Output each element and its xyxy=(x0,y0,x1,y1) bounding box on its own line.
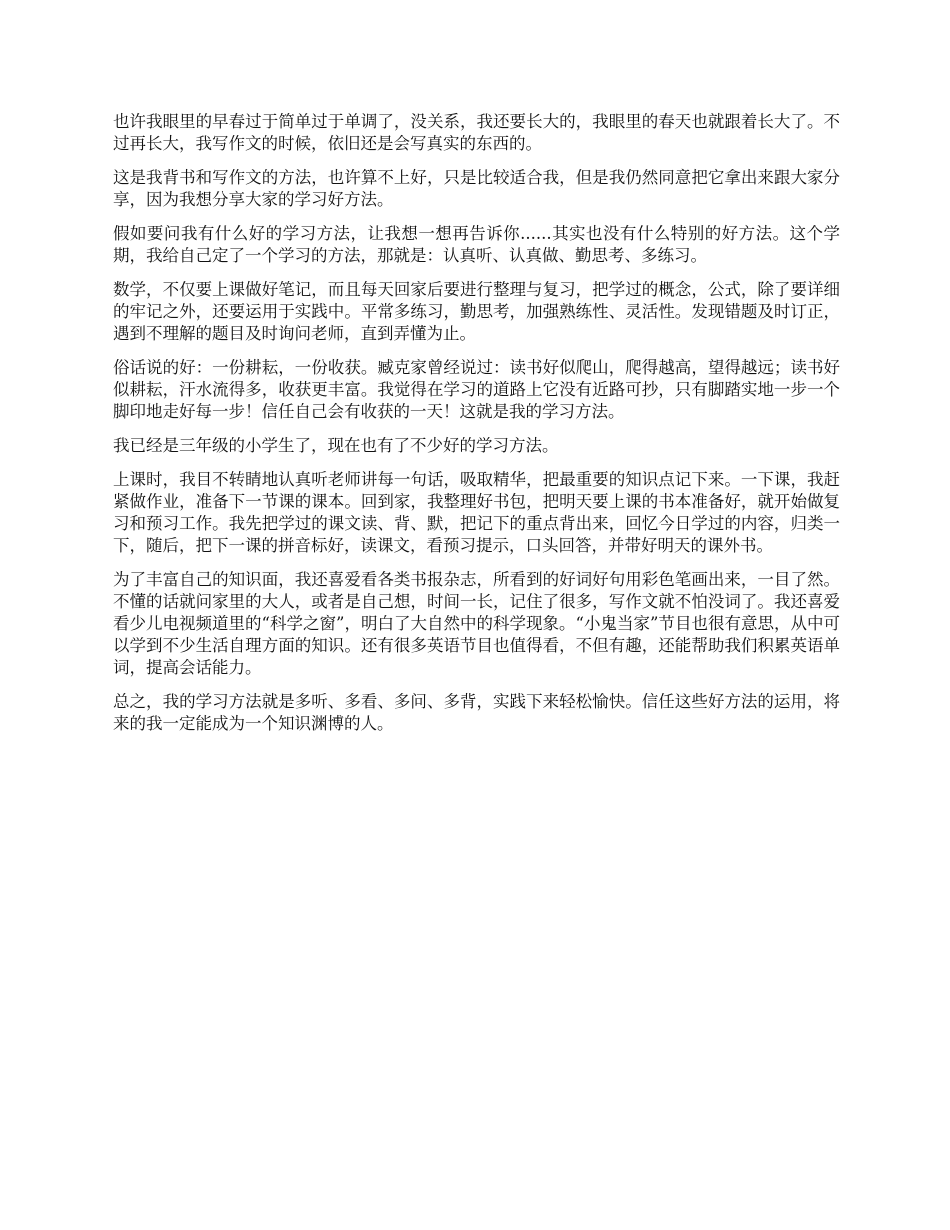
paragraph-1: 也许我眼里的早春过于简单过于单调了，没关系，我还要长大的，我眼里的春天也就跟着长大了。不过再长大，我写作文的时候，依旧还是会写真实的东西的。 xyxy=(113,112,840,153)
paragraph-9: 总之，我的学习方法就是多听、多看、多问、多背，实践下来轻松愉快。信任这些好方法的运用，将来的我一定能成为一个知识渊博的人。 xyxy=(113,692,840,733)
paragraph-3: 假如要问我有什么好的学习方法，让我想一想再告诉你......其实也没有什么特别的好方法。这个学期，我给自己定了一个学习的方法，那就是：认真听、认真做、勤思考、多练习。 xyxy=(113,224,840,265)
paragraph-5: 俗话说的好：一份耕耘，一份收获。臧克家曾经说过：读书好似爬山，爬得越高，望得越远；读书好似耕耘，汗水流得多，收获更丰富。我觉得在学习的道路上它没有近路可抄，只有脚踏实地一步一个脚印地走好每一步！信任自己会有收获的一天！这就是我的学习方法。 xyxy=(113,358,840,421)
paragraph-7: 上课时，我目不转睛地认真听老师讲每一句话，吸取精华，把最重要的知识点记下来。一下课，我赶紧做作业，准备下一节课的课本。回到家，我整理好书包，把明天要上课的书本准备好，就开始做复习和预习工作。我先把学过的课文读、背、默，把记下的重点背出来，回忆今日学过的内容，归类一下，随后，把下一课的拼音标好，读课文，看预习提示，口头回答，并带好明天的课外书。 xyxy=(113,470,840,555)
paragraph-2: 这是我背书和写作文的方法，也许算不上好，只是比较适合我，但是我仍然同意把它拿出来跟大家分享，因为我想分享大家的学习好方法。 xyxy=(113,168,840,209)
paragraph-6: 我已经是三年级的小学生了，现在也有了不少好的学习方法。 xyxy=(113,436,559,455)
paragraph-8: 为了丰富自己的知识面，我还喜爱看各类书报杂志，所看到的好词好句用彩色笔画出来，一目了然。不懂的话就问家里的大人，或者是自己想，时间一长，记住了很多，写作文就不怕没词了。我还喜爱看少儿电视频道里的“科学之窗”，明白了大自然中的科学现象。“小鬼当家”节目也很有意思，从中可以学到不少生活自理方面的知识。还有很多英语节目也值得看，不但有趣，还能帮助我们积累英语单词，提高会话能力。 xyxy=(113,570,840,677)
document-body xyxy=(113,111,840,747)
paragraph-4: 数学，不仅要上课做好笔记，而且每天回家后要进行整理与复习，把学过的概念，公式，除了要详细的牢记之外，还要运用于实践中。平常多练习，勤思考，加强熟练性、灵活性。发现错题及时订正，遇到不理解的题目及时询问老师，直到弄懂为止。 xyxy=(113,280,840,343)
